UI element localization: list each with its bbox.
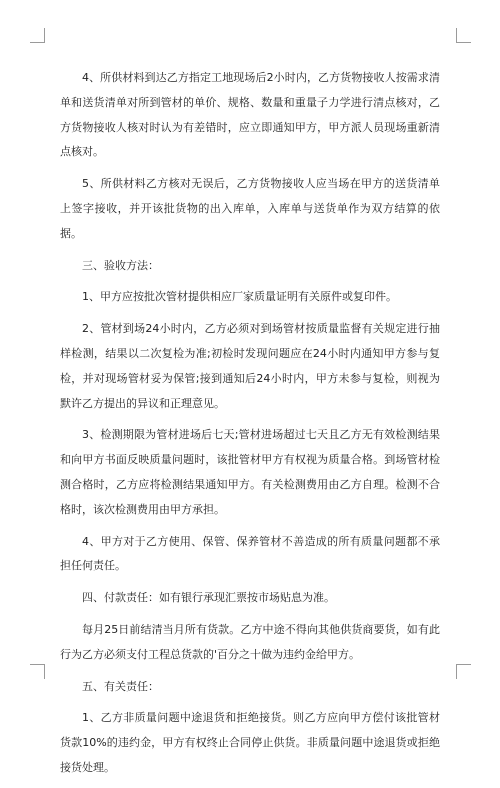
crop-mark-bottom-right	[456, 664, 471, 679]
crop-mark-top-right	[456, 28, 471, 43]
paragraph-clause-5: 5、所供材料乙方核对无误后，乙方货物接收人应当场在甲方的送货清单上签字接收，并开该批货物的出入库单，入库单与送货单作为双方结算的依据。	[60, 177, 440, 240]
paragraph-clause-4: 4、所供材料到达乙方指定工地现场后2小时内，乙方货物接收人按需求清单和送货清单对所到管材的单价、规格、数量和重量子力学进行清点核对，乙方货物接收人核对时认为有差错时，应立即通知甲方，甲方派人员现场重新清点核对。	[60, 71, 440, 159]
document-body	[60, 66, 440, 788]
paragraph-acceptance-2: 2、管材到场24小时内，乙方必须对到场管材按质量监督有关规定进行抽样检测，结果以二次复检为准;初检时发现问题应在24小时内通知甲方参与复检，并对现场管材妥为保管;接到通知后24小时内，甲方未参与复检，则视为默许乙方提出的异议和正理意见。	[60, 322, 440, 410]
section-heading-liability: 五、有关责任：	[82, 679, 159, 693]
paragraph-acceptance-3: 3、检测期限为管材进场后七天;管材进场超过七天且乙方无有效检测结果和向甲方书面反映质量问题时，该批管材甲方有权视为质量合格。到场管材检测合格时，乙方应将检测结果通知甲方。有关检测费用由乙方自理。检测不合格时，该次检测费用由甲方承担。	[60, 428, 440, 516]
section-heading-payment: 四、付款责任：如有银行承现汇票按市场贴息为准。	[82, 591, 335, 605]
paragraph-liability-1: 1、乙方非质量问题中途退货和拒绝接货。则乙方应向甲方偿付该批管材货款10%的违约金，甲方有权终止合同停止供货。非质量问题中途退货或拒绝接货处理。	[60, 711, 440, 774]
paragraph-payment: 每月25日前结清当月所有货款。乙方中途不得向其他供货商要货，如有此行为乙方必须支付工程总货款的'百分之十做为违约金给甲方。	[60, 622, 440, 661]
paragraph-acceptance-1: 1、甲方应按批次管材提供相应厂家质量证明有关原件或复印件。	[82, 290, 397, 304]
crop-mark-bottom-left	[30, 664, 45, 679]
paragraph-acceptance-4: 4、甲方对于乙方使用、保管、保养管材不善造成的所有质量问题都不承担任何责任。	[60, 534, 440, 573]
section-heading-acceptance: 三、验收方法：	[82, 258, 159, 272]
crop-mark-top-left	[30, 28, 45, 43]
